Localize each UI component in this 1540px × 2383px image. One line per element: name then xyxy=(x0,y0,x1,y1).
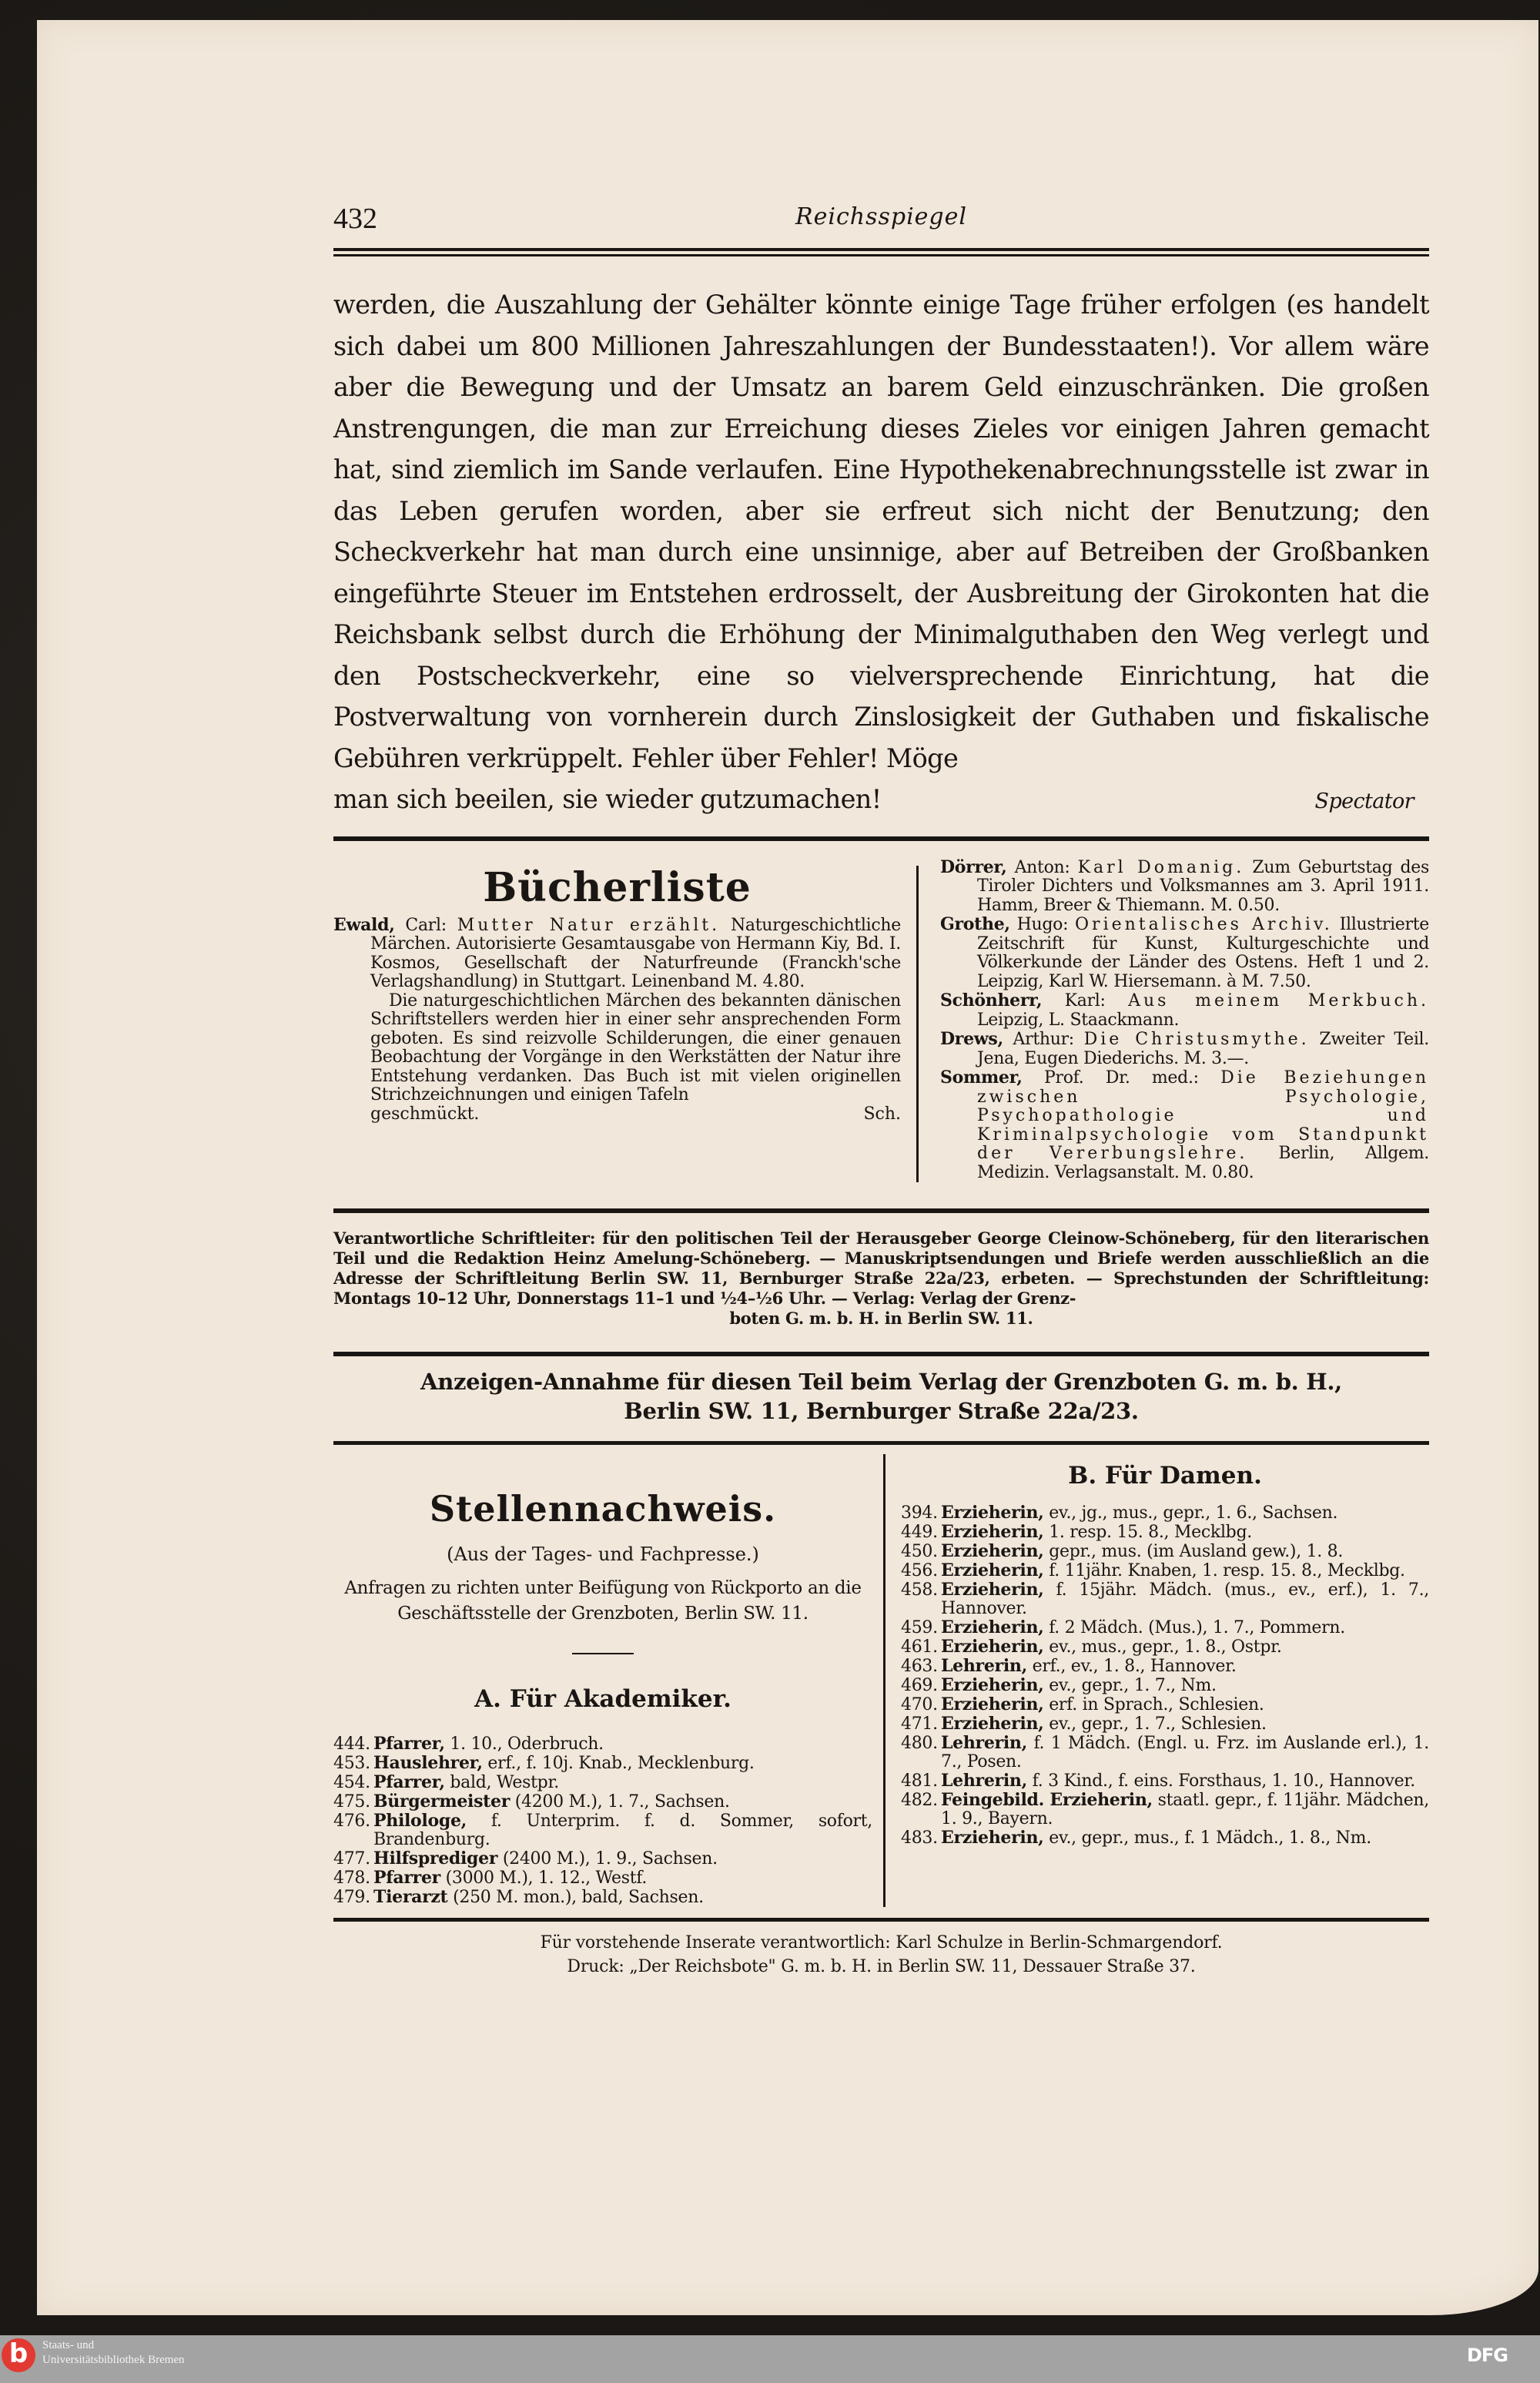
ad-notice-line-1: Anzeigen-Annahme für diesen Teil beim Verlag der Grenzboten G. m. b. H., xyxy=(420,1369,1342,1395)
listing-number: 483. xyxy=(901,1828,938,1848)
listing-number: 450. xyxy=(901,1542,938,1561)
job-listings-left-column xyxy=(333,1454,883,1907)
job-details: erf. in Sprach., Schlesien. xyxy=(1043,1695,1264,1714)
book-author-first-name: Prof. Dr. med.: xyxy=(1022,1068,1221,1088)
listing-number: 470. xyxy=(901,1695,938,1714)
job-list-academics xyxy=(333,1734,872,1907)
job-role: Erzieherin, xyxy=(941,1503,1044,1523)
job-details: ev., gepr., 1. 7., Schlesien. xyxy=(1043,1714,1267,1734)
book-title: Aus meinem Merkbuch. xyxy=(1128,991,1429,1011)
book-list-title: Bücherliste xyxy=(483,863,752,911)
listing-number: 394. xyxy=(901,1503,938,1523)
book-entry xyxy=(333,916,901,992)
job-listing xyxy=(901,1734,1429,1771)
library-name-line-1: Staats- und xyxy=(42,2339,95,2351)
book-author: Schönherr, xyxy=(940,990,1043,1011)
job-details: f. 15jähr. Mädch. (mus., ev., erf.), 1. 7., Hannover. xyxy=(941,1580,1429,1618)
job-listing xyxy=(333,1888,872,1907)
job-listing xyxy=(901,1828,1429,1848)
running-title: Reichsspiegel xyxy=(795,203,967,230)
ad-notice-line-2: Berlin SW. 11, Bernburger Straße 22a/23. xyxy=(624,1398,1139,1424)
book-author-first-name: Karl: xyxy=(1042,991,1129,1011)
category-heading-women: B. Für Damen. xyxy=(1068,1462,1262,1490)
book-entry xyxy=(940,1030,1429,1068)
listing-number: 482. xyxy=(901,1791,938,1810)
job-details: f. 1 Mädch. (Engl. u. Frz. im Auslande erl.), 1. 7., Posen. xyxy=(941,1734,1429,1771)
job-listings-instructions: Anfragen zu richten unter Beifügung von Rückporto an die Geschäftsstelle der Grenzboten, Berlin SW. 11. xyxy=(344,1578,862,1624)
book-details: Berlin, Allgem. Medizin. Verlagsanstalt. M. 0.80. xyxy=(977,1144,1429,1182)
job-listing xyxy=(901,1676,1429,1695)
listing-number: 477. xyxy=(333,1849,370,1869)
job-role: Erzieherin, xyxy=(941,1541,1044,1561)
book-title: Die Christusmythe. xyxy=(1083,1030,1310,1049)
job-details: f. 3 Kind., f. eins. Forsthaus, 1. 10., Hannover. xyxy=(1026,1771,1415,1791)
printer-imprint xyxy=(333,1931,1429,1979)
book-list-right-column xyxy=(919,858,1429,1183)
job-role: Feingebild. Erzieherin, xyxy=(941,1790,1153,1810)
listing-number: 471. xyxy=(901,1714,938,1734)
job-listing xyxy=(333,1792,872,1812)
listing-number: 478. xyxy=(333,1869,370,1888)
job-listing xyxy=(901,1542,1429,1561)
book-details: Naturgeschichtliche Märchen. Autorisierte Gesamtausgabe von Hermann Kiy, Bd. I. Kosmos, Gesellschaft der Naturfreunde (Franckh'sche Verlagshandlung) in Stuttgart. Leinenband M. 4.80. xyxy=(370,915,901,991)
listing-number: 453. xyxy=(333,1754,370,1773)
article-closing-row xyxy=(333,779,1429,823)
job-listing xyxy=(901,1561,1429,1580)
author-signature: Spectator xyxy=(1314,789,1414,813)
job-details: bald, Westpr. xyxy=(444,1773,559,1792)
job-role: Erzieherin, xyxy=(941,1714,1044,1734)
listing-number: 481. xyxy=(901,1771,938,1791)
book-author: Drews, xyxy=(940,1029,1003,1049)
book-entry xyxy=(940,915,1429,991)
job-listings-subtitle: (Aus der Tages- und Fachpresse.) xyxy=(447,1543,759,1565)
article xyxy=(333,284,1429,823)
job-details: ev., gepr., mus., f. 1 Mädch., 1. 8., Nm. xyxy=(1043,1828,1371,1848)
job-role: Erzieherin, xyxy=(941,1580,1044,1600)
job-details: (250 M. mon.), bald, Sachsen. xyxy=(447,1888,704,1907)
book-author: Dörrer, xyxy=(940,856,1007,877)
job-listing xyxy=(901,1618,1429,1637)
article-last-line: man sich beeilen, sie wieder gutzumachen! xyxy=(333,784,882,814)
job-listing xyxy=(901,1523,1429,1542)
job-details: erf., f. 10j. Knab., Mecklenburg. xyxy=(482,1754,755,1773)
job-listings-right-column xyxy=(886,1454,1429,1907)
listing-number: 444. xyxy=(333,1734,370,1754)
book-details: Illustrierte Zeitschrift für Kunst, Kulturgeschichte und Völkerkunde der Länder des Ostens. Heft 1 und 2. Leipzig, Karl W. Hiersemann. à M. 7.50. xyxy=(977,915,1430,991)
job-role: Pfarrer, xyxy=(373,1772,445,1792)
job-listing xyxy=(901,1771,1429,1791)
book-title: Orientalisches Archiv. xyxy=(1075,915,1333,934)
job-details: ev., gepr., 1. 7., Nm. xyxy=(1043,1676,1217,1695)
job-role: Erzieherin, xyxy=(941,1675,1044,1695)
book-entry xyxy=(940,991,1429,1030)
listing-number: 463. xyxy=(901,1657,938,1676)
book-entry xyxy=(940,1068,1429,1182)
running-head xyxy=(333,202,1429,239)
library-logo-icon[interactable]: b xyxy=(2,2338,35,2372)
job-listing xyxy=(901,1695,1429,1714)
job-listing xyxy=(333,1754,872,1773)
listing-number: 456. xyxy=(901,1561,938,1580)
listing-number: 461. xyxy=(901,1637,938,1657)
job-details: gepr., mus. (im Ausland gew.), 1. 8. xyxy=(1043,1542,1344,1561)
job-list-women xyxy=(901,1503,1429,1848)
job-role: Lehrerin, xyxy=(941,1656,1027,1676)
listing-number: 476. xyxy=(333,1812,370,1831)
dfg-logo-icon[interactable]: DFG xyxy=(1466,2344,1508,2366)
library-name-line-2: Universitätsbibliothek Bremen xyxy=(42,2354,185,2366)
book-title: Mutter Natur erzählt. xyxy=(457,915,721,935)
book-entry xyxy=(940,858,1429,916)
book-author: Sommer, xyxy=(940,1067,1023,1088)
job-role: Erzieherin, xyxy=(941,1828,1044,1848)
listing-number: 479. xyxy=(333,1888,370,1907)
job-details: (4200 M.), 1. 7., Sachsen. xyxy=(510,1792,730,1812)
reviewer-initials: Sch. xyxy=(863,1104,901,1124)
job-details: f. 2 Mädch. (Mus.), 1. 7., Pommern. xyxy=(1043,1618,1345,1637)
section-rule xyxy=(333,1352,1429,1356)
job-listing xyxy=(901,1791,1429,1828)
job-role: Lehrerin, xyxy=(941,1771,1027,1791)
article-body: werden, die Auszahlung der Gehälter könnte einige Tage früher erfolgen (es handelt sich dabei um 800 Millionen Jahreszahlungen der Bundesstaaten!). Vor allem wäre aber die Bewegung und der Umsatz an barem Geld einzuschränken. Die großen Anstrengungen, die man zur Erreichung dieses Zieles vor einigen Jahren gemacht hat, sind ziemlich im Sande verlaufen. Eine Hypothekenabrechnungsstelle ist zwar in das Leben gerufen worden, aber sie erfreut sich nicht der Benutzung; den Scheckverkehr hat man durch eine unsinnige, aber auf Betreiben der Großbanken eingeführte Steuer im Entstehen erdrosselt, der Ausbreitung der Girokonten hat die Reichsbank selbst durch die Erhöhung der Minimalguthaben den Weg verlegt und den Postscheckverkehr, eine so vielversprechende Einrichtung, hat die Postverwaltung von vornherein durch Zinslosigkeit der Guthaben und fiskalische Gebühren verkrüppelt. Fehler über Fehler! Möge xyxy=(333,290,1429,773)
book-title: Karl Domanig. xyxy=(1077,857,1245,877)
job-role: Lehrerin, xyxy=(941,1733,1027,1753)
book-author: Grothe, xyxy=(940,914,1010,934)
job-role: Erzieherin, xyxy=(941,1694,1044,1714)
job-role: Bürgermeister xyxy=(373,1791,511,1812)
book-author: Ewald, xyxy=(333,914,395,935)
digitization-footer-bar xyxy=(0,2335,1540,2383)
job-role: Erzieherin, xyxy=(941,1522,1044,1542)
job-role: Tierarzt xyxy=(373,1887,448,1907)
listing-number: 469. xyxy=(901,1676,938,1695)
job-role: Erzieherin, xyxy=(941,1637,1044,1657)
listing-number: 475. xyxy=(333,1792,370,1812)
job-listing xyxy=(901,1714,1429,1734)
job-details: 1. resp. 15. 8., Mecklbg. xyxy=(1043,1523,1252,1542)
job-details: (2400 M.), 1. 9., Sachsen. xyxy=(497,1849,718,1869)
book-details: Leipzig, L. Staackmann. xyxy=(977,1010,1180,1030)
job-details: 1. 10., Oderbruch. xyxy=(444,1734,604,1754)
editorial-imprint xyxy=(333,1228,1429,1329)
library-name[interactable] xyxy=(42,2338,185,2368)
job-listings-section xyxy=(333,1454,1429,1907)
job-role: Hauslehrer, xyxy=(373,1753,483,1773)
job-details: (3000 M.), 1. 12., Westf. xyxy=(440,1869,648,1888)
advertising-notice xyxy=(333,1367,1429,1426)
job-listing xyxy=(901,1637,1429,1657)
job-details: f. Unterprim. f. d. Sommer, sofort, Brandenburg. xyxy=(373,1812,872,1849)
job-listing xyxy=(901,1580,1429,1618)
job-details: erf., ev., 1. 8., Hannover. xyxy=(1026,1657,1237,1676)
page-content xyxy=(333,202,1429,1979)
book-author-first-name: Carl: xyxy=(394,915,457,935)
job-listing xyxy=(333,1773,872,1792)
book-list-left-column xyxy=(333,858,916,1183)
job-role: Philologe, xyxy=(373,1811,467,1831)
book-list-section xyxy=(333,858,1429,1183)
job-listing xyxy=(901,1503,1429,1523)
section-rule xyxy=(333,836,1429,841)
job-listings-title: Stellennachweis. xyxy=(429,1488,777,1530)
job-role: Pfarrer xyxy=(373,1868,440,1888)
job-listing xyxy=(333,1812,872,1849)
job-details: f. 11jähr. Knaben, 1. resp. 15. 8., Mecklbg. xyxy=(1043,1561,1405,1580)
section-rule xyxy=(333,1441,1429,1445)
imprint-text: Verantwortliche Schriftleiter: für den politischen Teil der Herausgeber George Cleinow-Schöneberg, für den literarischen Teil und die Redaktion Heinz Amelung-Schöneberg. — Manuskriptsendungen und Briefe werden ausschließlich an die Adresse der Schriftleitung Berlin SW. 11, Bernburger Straße 22a/23, erbeten. — Sprechstunden der Schriftleitung: Montags 10–12 Uhr, Donnerstags 11–1 und ½4–½6 Uhr. — Verlag: Verlag der Grenz- xyxy=(333,1228,1429,1308)
job-listing xyxy=(333,1869,872,1888)
book-details: Zum Geburtstag des Tiroler Dichters und Volksmannes am 3. April 1911. Hamm, Breer & Thiemann. M. 0.50. xyxy=(977,857,1429,915)
page-number: 432 xyxy=(333,203,377,235)
job-listing xyxy=(333,1734,872,1754)
book-title: Die Beziehungen zwischen Psychologie, Psychopathologie und Kriminalpsychologie vom Standpunkt der Vererbungslehre. xyxy=(977,1068,1429,1163)
job-details: ev., mus., gepr., 1. 8., Ostpr. xyxy=(1043,1637,1282,1657)
short-divider xyxy=(572,1653,634,1654)
printer-line-2: Druck: „Der Reichsbote" G. m. b. H. in Berlin SW. 11, Dessauer Straße 37. xyxy=(567,1957,1196,1976)
job-role: Pfarrer, xyxy=(373,1734,445,1754)
book-author-first-name: Hugo: xyxy=(1009,915,1076,934)
header-double-rule xyxy=(333,248,1429,256)
book-review: Die naturgeschichtlichen Märchen des bekannten dänischen Schriftstellers werden hier in einer sehr ansprechenden Form geboten. Es sind reizvolle Schilderungen, die einer genauen Beobachtung der Vorgänge in den Werkstätten der Natur ihre Entstehung verdanken. Das Buch ist mit vielen originellen Strichzeichnungen und einigen Tafeln xyxy=(370,990,901,1104)
section-rule xyxy=(333,1208,1429,1213)
job-listing xyxy=(901,1657,1429,1676)
listing-number: 458. xyxy=(901,1580,938,1600)
section-rule xyxy=(333,1918,1429,1922)
listing-number: 449. xyxy=(901,1523,938,1542)
job-role: Hilfsprediger xyxy=(373,1848,498,1869)
job-role: Erzieherin, xyxy=(941,1617,1044,1637)
book-author-first-name: Anton: xyxy=(1006,857,1078,877)
book-details: Zweiter Teil. Jena, Eugen Diederichs. M. 3.—. xyxy=(977,1030,1429,1068)
imprint-last-line: boten G. m. b. H. in Berlin SW. 11. xyxy=(729,1309,1033,1328)
printer-line-1: Für vorstehende Inserate verantwortlich: Karl Schulze in Berlin-Schmargendorf. xyxy=(540,1933,1223,1952)
job-listing xyxy=(333,1849,872,1869)
listing-number: 454. xyxy=(333,1773,370,1792)
book-author-first-name: Arthur: xyxy=(1003,1030,1084,1049)
job-details: ev., jg., mus., gepr., 1. 6., Sachsen. xyxy=(1043,1503,1338,1523)
book-review-closing xyxy=(333,1105,901,1124)
job-details: staatl. gepr., f. 11jähr. Mädchen, 1. 9., Bayern. xyxy=(941,1791,1429,1828)
book-review-last-line: geschmückt. xyxy=(370,1104,480,1124)
category-heading-academics: A. Für Akademiker. xyxy=(474,1685,732,1713)
listing-number: 459. xyxy=(901,1618,938,1637)
job-role: Erzieherin, xyxy=(941,1560,1044,1580)
listing-number: 480. xyxy=(901,1734,938,1753)
